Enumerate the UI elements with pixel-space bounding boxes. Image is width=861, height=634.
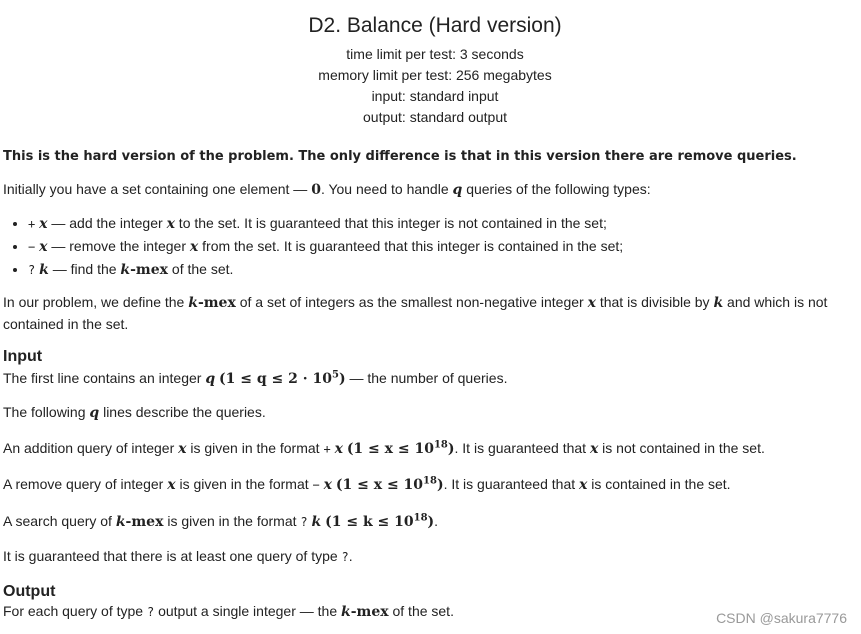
input-spec: input: standard input <box>371 88 499 104</box>
problem-title: D2. Balance (Hard version) <box>308 14 562 37</box>
time-limit: time limit per test: 3 seconds <box>346 46 524 62</box>
output-spec: output: standard output <box>363 109 507 125</box>
hard-version-note: This is the hard version of the problem. The only difference is that in this version there are remove queries. <box>3 149 797 164</box>
add-query-description: An addition query of integer x is given in the format + x $(1 \le x \le 10^{18})$. It is guaranteed that x is not contained in the set. <box>3 439 765 457</box>
input-section-title: Input <box>3 348 43 365</box>
output-description: For each query of type ? output a single integer — the k-mex of the set. <box>3 603 454 620</box>
kmex-definition: In our problem, we define the k-mex of a set of integers as the smallest non-negative integer x that is divisible by k and which is not contained in the set. <box>3 294 828 332</box>
input-line-1: The first line contains an integer q $(1 \le q \le 2 \cdot 10^5)$ — the number of queries. <box>3 369 508 387</box>
output-section-title: Output <box>3 583 56 600</box>
input-line-2: The following q lines describe the queries. <box>3 404 266 421</box>
list-item: • − x — remove the integer x from the set. It is guaranteed that this integer is contained in the set; <box>28 235 623 258</box>
list-item: • + x — add the integer x to the set. It is guaranteed that this integer is not contained in the set; <box>28 212 623 235</box>
memory-limit: memory limit per test: 256 megabytes <box>318 67 552 83</box>
remove-query-description: A remove query of integer x is given in the format − x $(1 \le x \le 10^{18})$. It is guaranteed that x is contained in the set. <box>3 475 731 493</box>
list-item: • ? k — find the k-mex of the set. <box>28 258 623 281</box>
csdn-watermark: CSDN @sakura7776 <box>716 610 847 626</box>
query-types-list <box>3 212 623 281</box>
intro-paragraph: Initially you have a set containing one element — 0. You need to handle q queries of the following types: <box>3 181 651 198</box>
problem-header <box>0 14 861 128</box>
search-query-description: A search query of k-mex is given in the format ? k $(1 \le k \le 10^{18})$. <box>3 512 439 530</box>
guarantee-line: It is guaranteed that there is at least one query of type ?. <box>3 548 353 564</box>
